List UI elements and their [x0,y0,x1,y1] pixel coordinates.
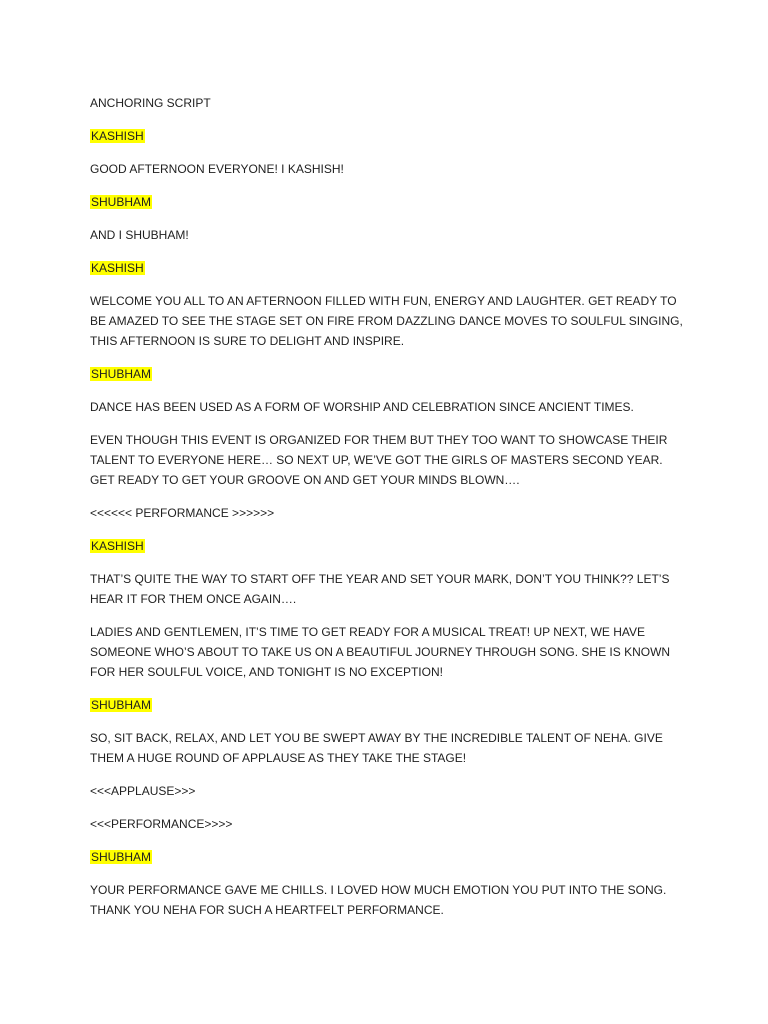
document-title: ANCHORING SCRIPT [90,96,211,110]
speaker-label-kashish [90,126,690,146]
stage-direction: <<<PERFORMANCE>>>> [90,817,233,831]
speaker-label-shubham [90,192,690,212]
document-page [90,93,690,933]
speaker-highlight: KASHISH [91,261,144,275]
speaker-highlight: KASHISH [91,129,144,143]
speaker-highlight: SHUBHAM [91,698,152,712]
speaker-highlight: SHUBHAM [91,195,152,209]
speaker-highlight: KASHISH [91,539,144,553]
script-line: AND I SHUBHAM! [90,228,189,242]
stage-direction: <<<APPLAUSE>>> [90,784,196,798]
script-paragraph: THAT’S QUITE THE WAY TO START OFF THE YEAR AND SET YOUR MARK, DON’T YOU THINK?? LET’S HEAR IT FOR THEM ONCE AGAIN…. [90,572,670,606]
speaker-label-kashish [90,258,690,278]
speaker-label-shubham [90,364,690,384]
script-paragraph: EVEN THOUGH THIS EVENT IS ORGANIZED FOR THEM BUT THEY TOO WANT TO SHOWCASE THEIR TALENT TO EVERYONE HERE… SO NEXT UP, WE’VE GOT THE GIRLS OF MASTERS SECOND YEAR. GET READY TO GET YOUR GROOVE ON AND GET YOUR MINDS BLOWN…. [90,433,668,487]
speaker-label-kashish [90,536,690,556]
script-paragraph: YOUR PERFORMANCE GAVE ME CHILLS. I LOVED HOW MUCH EMOTION YOU PUT INTO THE SONG. THANK YOU NEHA FOR SUCH A HEARTFELT PERFORMANCE. [90,883,667,917]
speaker-label-shubham [90,695,690,715]
speaker-highlight: SHUBHAM [91,850,152,864]
script-line: GOOD AFTERNOON EVERYONE! I KASHISH! [90,162,344,176]
script-paragraph: LADIES AND GENTLEMEN, IT’S TIME TO GET READY FOR A MUSICAL TREAT! UP NEXT, WE HAVE SOMEONE WHO’S ABOUT TO TAKE US ON A BEAUTIFUL JOURNEY THROUGH SONG. SHE IS KNOWN FOR HER SOULFUL VOICE, AND TONIGHT IS NO EXCEPTION! [90,625,671,679]
stage-direction: <<<<<< PERFORMANCE >>>>>> [90,506,275,520]
script-paragraph: WELCOME YOU ALL TO AN AFTERNOON FILLED WITH FUN, ENERGY AND LAUGHTER. GET READY TO BE AMAZED TO SEE THE STAGE SET ON FIRE FROM DAZZLING DANCE MOVES TO SOULFUL SINGING, THIS AFTERNOON IS SURE TO DELIGHT AND INSPIRE. [90,294,683,348]
script-line: DANCE HAS BEEN USED AS A FORM OF WORSHIP AND CELEBRATION SINCE ANCIENT TIMES. [90,400,634,414]
script-paragraph: SO, SIT BACK, RELAX, AND LET YOU BE SWEPT AWAY BY THE INCREDIBLE TALENT OF NEHA. GIVE THEM A HUGE ROUND OF APPLAUSE AS THEY TAKE THE STAGE! [90,731,663,765]
speaker-label-shubham [90,847,690,867]
speaker-highlight: SHUBHAM [91,367,152,381]
